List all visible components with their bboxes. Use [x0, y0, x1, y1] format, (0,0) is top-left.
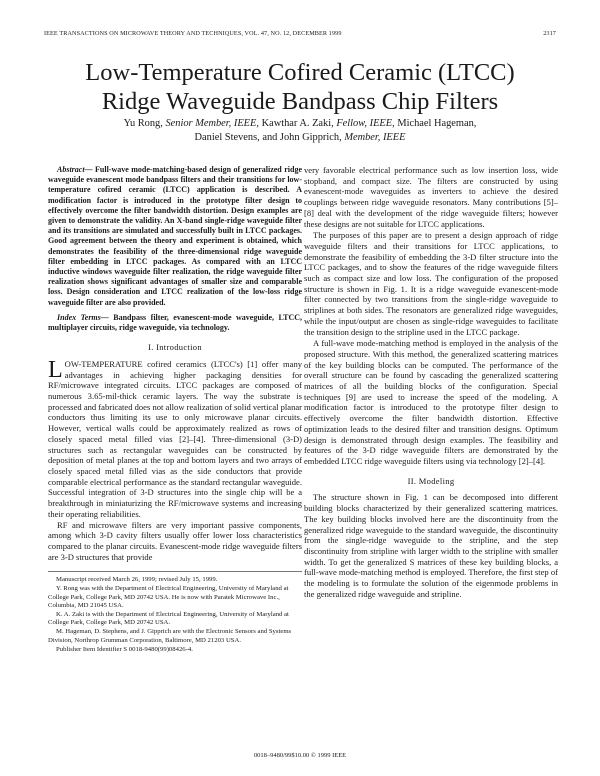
author-name: Yu Rong, — [123, 118, 163, 129]
footnote-author-rong: Y. Rong was with the Department of Electrical Engineering, University of Maryland at College Park, College Park, MD 20742 USA. He is now with Paratek Microwave Inc., Columbia, MD 21045 USA. — [48, 585, 289, 610]
drop-cap: L — [48, 356, 63, 383]
section-heading-introduction: I. Introduction — [148, 342, 202, 353]
footnote-author-zaki: K. A. Zaki is with the Department of Electrical Engineering, University of Maryland at College Park, College Park, MD 20742 USA. — [48, 610, 289, 627]
left-column — [48, 165, 302, 654]
page-number: 2317 — [543, 30, 556, 37]
body-paragraph-purpose: The purposes of this paper are to present a design approach of ridge waveguide filters and their transitions for LTCC applications, to demonstrate the feasibility of embedding the 3-D filter structure into the LTCC packages, and to show the features of the ridge waveguide filters such as compact size and low loss. The configuration of the proposed structure is shown in Fig. 1. It is a ridge waveguide evanescent-mode filter connected by two transitions from the single-ridge waveguide to striplines at both sides. The resonators are generalized ridge waveguides, while the input/output are chosen as single-ridge waveguides to facilitate the transition design to the stripline used in the LTCC package. — [304, 230, 558, 337]
body-paragraph-method: A full-wave mode-matching method is employed in the analysis of the proposed structure. With this method, the generalized scattering matrices of the key building blocks can be computed. The performance of the overall structure can be found by cascading the generalized scattering matrices of all the building blocks of the configuration. Special techniques [9] are used to increase the speed of the modeling. A modification factor is introduced to the prototype filter design to effectively overcome the filter bandwidth distortion. Effective optimization leads to the desired filter and transition designs. Optimum design is demonstrated through design examples. The feasibility and features of the 3-D ridge waveguide filters are demonstrated by the embedded LTCC ridge waveguide filters using via technology [2]–[4]. — [304, 338, 558, 466]
body-paragraph-modeling: The structure shown in Fig. 1 can be decomposed into different building blocks characterized by their generalized scattering matrices. The key building blocks involved here are the discontinuity from the generalized ridge waveguide to the standard waveguide, the discontinuity from the single-ridge waveguide to the stripline, and the step discontinuity from stripline with larger width to the stripline with smaller width. To get the generalized S matrices of these key building blocks, a full-wave mode-matching method is employed. Therefore, the first step of the modeling is to formulate the solution of the eigenmode problems in the generalized ridge waveguide and stripline. — [304, 492, 558, 599]
intro-paragraph-1 — [48, 356, 302, 520]
index-terms — [48, 313, 302, 333]
title-line-1: Low-Temperature Cofired Ceramic (LTCC) — [85, 59, 515, 86]
index-terms-text: Bandpass filter, evanescent-mode waveguide, LTCC, multiplayer circuits, ridge waveguide, via technology. — [48, 312, 303, 333]
body-paragraph-continued: very favorable electrical performance such as low insertion loss, wide stopband, and compact size. The filters are constructed by using evanescent-mode waveguides as inverters to achieve the desired couplings between ridge waveguide resonators. Many contributions [5]–[8] deal with the development of the ridge waveguide filters; however these designs are not suitable for LTCC applications. — [304, 165, 558, 229]
abstract — [48, 165, 302, 308]
footnote-manuscript: Manuscript received March 26, 1999; revised July 15, 1999. — [56, 576, 218, 584]
author-name: Daniel Stevens, and John Gipprich, — [194, 132, 342, 143]
index-terms-label: Index Terms— — [57, 312, 109, 322]
abstract-label: Abstract— — [57, 165, 93, 174]
author-membership: Member, IEEE — [344, 132, 406, 143]
footnote-publisher-id: Publisher Item Identifier S 0018-9480(99)08426-4. — [56, 645, 193, 653]
author-name: Kawthar A. Zaki, — [261, 118, 334, 129]
footnotes — [48, 571, 302, 654]
title-line-2: Ridge Waveguide Bandpass Chip Filters — [101, 88, 499, 115]
author-name: Michael Hageman, — [397, 118, 477, 129]
section-heading-modeling: II. Modeling — [407, 475, 455, 486]
abstract-text: Full-wave mode-matching-based design of generalized ridge waveguide evanescent mode bandpass filters and their transitions for low-temperature cofired ceramic (LTCC) application is described. A modification factor is introduced in the prototype filter design to effectively overcome the filter bandwidth distortion. Design examples are given to demonstrate the validity. An X-band single-ridge waveguide filter and its transitions are simulated and successfully built in LTCC packages. Good agreement between the theory and experiment is obtained, which demonstrates the feasibility of the three-dimensional ridge waveguide filter embedding in LTCC packages. As compared with an LTCC inductive windows waveguide filter realization, the ridge waveguide filter realization shows significant advantages of smaller size and comparable loss. Design consideration and LTCC realization of the low-loss ridge waveguide filter are also provided. — [48, 165, 302, 307]
paper-title — [40, 58, 560, 116]
author-membership: Fellow, IEEE, — [336, 118, 395, 129]
right-column — [304, 165, 558, 599]
author-membership: Senior Member, IEEE, — [165, 118, 259, 129]
intro-paragraph-2: RF and microwave filters are very important passive components, among which 3-D cavity filters usually offer lower loss characteristics compared to the planar circuits. Evanescent-mode ridge waveguide filters are 3-D structures that provide — [48, 519, 302, 562]
author-line-1 — [40, 117, 560, 131]
copyright-footer: 0018–9480/99$10.00 © 1999 IEEE — [253, 752, 347, 759]
running-header — [44, 30, 556, 40]
intro-paragraph-1-text: OW-TEMPERATURE cofired ceramics (LTCC's) [1] offer many advantages in achieving higher packaging densities for RF/microwave integrated circuits. LTCC packages are composed of numerous 3.65-mil-thick ceramic layers. The way the substrate is processed and fabricated does not allow realization of solid vertical planar conductors thus limiting its use to only microwave planar circuits. However, vertical walls could be approximately realized as rows of closely spaced metal filled vias [2]–[4]. Three-dimensional (3-D) structures such as rectangular waveguides can be constructed by deposition of metal planes at the top and bottom layers and two arrays of closely spaced metal filled vias as the side conductors that provide comparable electrical performance as the standard rectangular waveguide. Successful integration of 3-D structures into the single chip will be a breakthrough in miniaturizing the RF/microwave systems and increasing their operating reliabilities. — [48, 358, 302, 519]
footnote-author-northrop: M. Hageman, D. Stephens, and J. Gipprich are with the Electronic Sensors and Systems Division, Northrop Grumman Corporation, Baltimore, MD 21203 USA. — [48, 628, 292, 644]
journal-header: IEEE TRANSACTIONS ON MICROWAVE THEORY AND TECHNIQUES, VOL. 47, NO. 12, DECEMBER 1999 — [44, 30, 342, 37]
author-list — [40, 117, 560, 145]
author-line-2 — [40, 131, 560, 145]
